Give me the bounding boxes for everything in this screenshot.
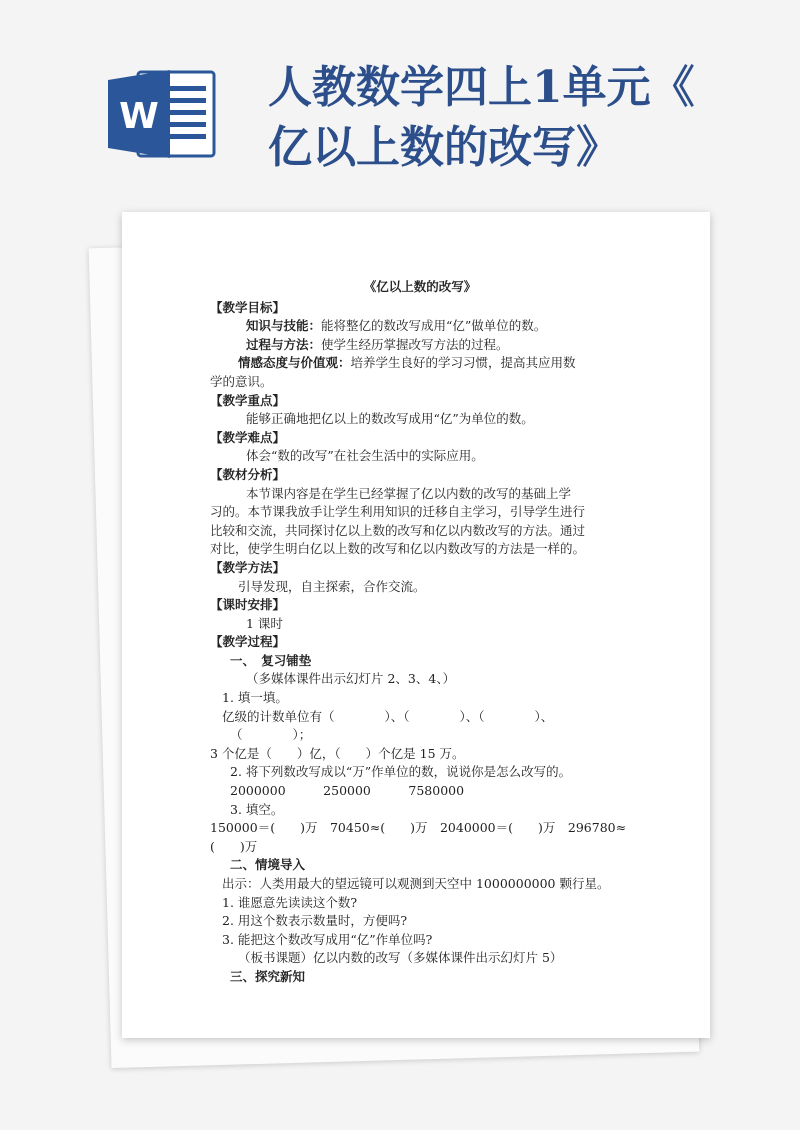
process-part2-show: 出示：人类用最大的望远镜可以观测到天空中 1000000000 颗行星。 xyxy=(222,876,610,891)
difficulty-text: 体会“数的改写”在社会生活中的实际应用。 xyxy=(246,448,484,464)
process-part2-title: 二、情境导入 xyxy=(230,857,306,873)
goal-knowledge-text: 能将整亿的数改写成用“亿”做单位的数。 xyxy=(321,318,547,334)
goal-process-label: 过程与方法： xyxy=(246,336,322,352)
process-part1-q3: 3. 填空。 xyxy=(230,801,284,817)
analysis-line-1: 本节课内容是在学生已经掌握了亿以内数的改写的基础上学 xyxy=(246,485,572,501)
goal-knowledge xyxy=(210,317,630,336)
hours-heading: 【课时安排】 xyxy=(210,597,286,613)
document-content xyxy=(210,278,630,987)
analysis-line-2: 习的。本节课我放手让学生利用知识的迁移自主学习，引导学生进行 xyxy=(210,504,586,520)
process-part1-q3-a: 150000＝( )万 70450≈( )万 2040000＝( )万 296780≈ xyxy=(210,820,627,836)
analysis-line-4: 对比，使学生明白亿以上数的改写和亿以内数改写的方法是一样的。 xyxy=(210,541,586,557)
page-title-line2: 亿以上数的改写》 xyxy=(268,122,620,173)
process-part1-note: （多媒体课件出示幻灯片 2、3、4、） xyxy=(246,671,456,687)
process-part3-title: 三、探究新知 xyxy=(230,968,306,984)
process-part1-q1-b: （ ）； xyxy=(230,727,312,743)
process-part1-q2-nums: 2000000 250000 7580000 xyxy=(230,783,465,799)
analysis-heading: 【教材分析】 xyxy=(210,466,286,482)
process-part1-q1: 1. 填一填。 xyxy=(222,690,288,706)
goal-process xyxy=(210,336,630,355)
goal-process-text: 使学生经历掌握改写方法的过程。 xyxy=(321,336,509,352)
page-title xyxy=(268,58,788,178)
key-heading: 【教学重点】 xyxy=(210,392,286,408)
goal-emotion-label: 情感态度与价值观： xyxy=(238,355,351,371)
goal-knowledge-label: 知识与技能： xyxy=(246,318,322,334)
difficulty-heading: 【教学难点】 xyxy=(210,429,286,445)
process-part2-q1: 1. 谁愿意先读读这个数? xyxy=(222,894,358,910)
process-part1-q3-b: ( )万 xyxy=(210,838,258,854)
document-title: 《亿以上数的改写》 xyxy=(363,279,477,294)
key-text: 能够正确地把亿以上的数改写成用“亿”为单位的数。 xyxy=(246,411,534,427)
process-part2-note: （板书课题）亿以内数的改写（多媒体课件出示幻灯片 5） xyxy=(238,950,563,966)
process-part1-q2: 2. 将下列数改写成以“万”作单位的数，说说你是怎么改写的。 xyxy=(230,764,572,780)
process-part2-q2: 2. 用这个数表示数量时，方便吗? xyxy=(222,913,408,929)
goal-heading: 【教学目标】 xyxy=(210,299,286,315)
goal-emotion-cont: 学的意识。 xyxy=(210,373,273,389)
process-part1-title: 一、 复习铺垫 xyxy=(230,652,312,668)
process-part2-q3: 3. 能把这个数改写成用“亿”作单位吗? xyxy=(222,931,433,947)
analysis-line-3: 比较和交流，共同探讨亿以上数的改写和亿以内数改写的方法。通过 xyxy=(210,522,586,538)
word-logo-letter: W xyxy=(119,96,159,137)
method-text: 引导发现，自主探索，合作交流。 xyxy=(238,578,426,594)
process-part1-q1-c: 3 个亿是（ ）亿，（ ）个亿是 15 万。 xyxy=(210,745,465,761)
goal-emotion xyxy=(210,354,630,373)
document-page xyxy=(122,212,710,1038)
process-part1-q1-a: 亿级的计数单位有（ ）、（ ）、（ ）、 xyxy=(222,708,554,724)
goal-emotion-text: 培养学生良好的学习习惯，提高其应用数 xyxy=(350,355,576,371)
method-heading: 【教学方法】 xyxy=(210,559,286,575)
page-title-line1: 人教数学四上1单元《 xyxy=(268,62,695,113)
process-heading: 【教学过程】 xyxy=(210,634,286,650)
hours-text: 1 课时 xyxy=(246,615,283,631)
word-logo-icon xyxy=(108,68,216,160)
